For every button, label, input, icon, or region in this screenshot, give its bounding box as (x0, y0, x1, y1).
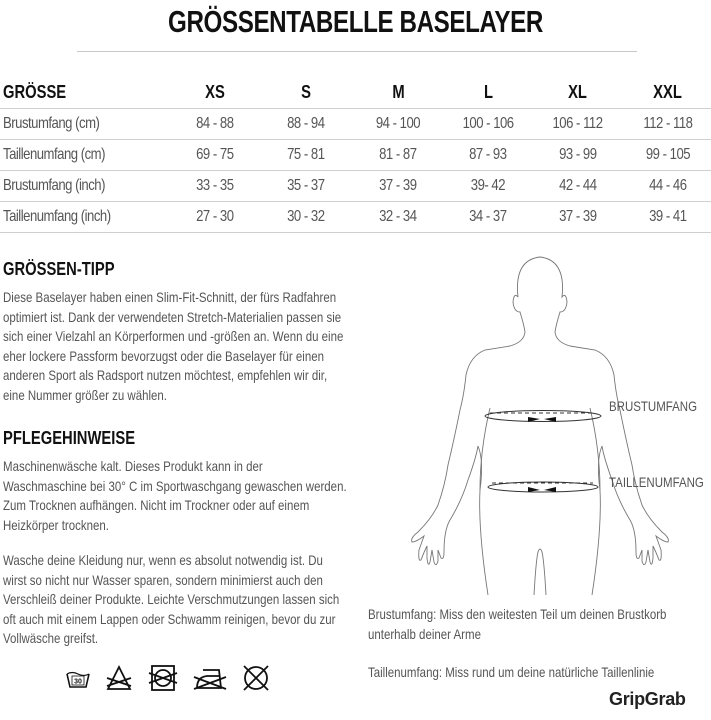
no-iron-icon (193, 665, 227, 691)
table-cell: 84 - 88 (170, 109, 260, 140)
table-header-row (0, 76, 711, 109)
size-tip-heading: GRÖSSEN-TIPP (3, 259, 115, 279)
table-cell: 99 - 105 (624, 140, 711, 171)
chest-measure-line (485, 411, 601, 423)
row-header-label: GRÖSSE (3, 81, 67, 102)
no-tumble-dry-icon (148, 665, 178, 691)
table-cell: 35 - 37 (260, 171, 352, 202)
table-cell: 93 - 99 (532, 140, 624, 171)
size-table (0, 76, 711, 233)
column-header: S (301, 81, 311, 102)
table-cell: 75 - 81 (260, 140, 352, 171)
row-label: Taillenumfang (inch) (0, 202, 170, 233)
column-header: XL (568, 81, 588, 102)
page-title: GRÖSSENTABELLE BASELAYER (168, 4, 543, 39)
table-cell: 106 - 112 (532, 109, 624, 140)
care-text-tips: Wasche deine Kleidung nur, wenn es absolut notwendig ist. Du wirst so nicht nur Wasser sparen, sondern minimierst auch den Verschleiß deiner Produkte. Leichte Verschmutzungen lassen sich oft auch mit einem Lappen oder Schwamm reinigen, bevor du zur Vollwäsche greifst. (3, 552, 340, 646)
column-header: L (483, 81, 493, 102)
chest-measurement-note: Brustumfang: Miss den weitesten Teil um deinen Brustkorb unterhalb deiner Arme (368, 606, 667, 642)
svg-text:30: 30 (74, 678, 82, 686)
row-label: Brustumfang (cm) (0, 109, 170, 140)
waist-measure-line (488, 482, 598, 492)
column-header: M (391, 81, 405, 102)
table-cell: 27 - 30 (170, 202, 260, 233)
row-label: Brustumfang (inch) (0, 171, 170, 202)
table-cell: 32 - 34 (352, 202, 444, 233)
column-header: XS (205, 81, 225, 102)
column-header: XXL (653, 81, 682, 102)
table-cell: 112 - 118 (624, 109, 711, 140)
care-text-washing: Maschinenwäsche kalt. Dieses Produkt kann in der Waschmaschine bei 30° C im Sportwaschgang gewaschen werden. Zum Trocknen aufhängen. Nicht im Trockner oder auf einem Heizkörper trocknen. (3, 458, 347, 533)
table-cell: 30 - 32 (260, 202, 352, 233)
wash-30-icon (66, 665, 90, 691)
row-label: Taillenumfang (cm) (0, 140, 170, 171)
waist-label: TAILLENUMFANG (609, 474, 704, 490)
table-cell: 42 - 44 (532, 171, 624, 202)
table-cell: 34 - 37 (444, 202, 532, 233)
body-outline-icon (380, 250, 711, 595)
table-cell: 88 - 94 (260, 109, 352, 140)
table-row (0, 202, 711, 233)
table-row (0, 140, 711, 171)
brand-logo: GripGrab (609, 689, 686, 709)
care-heading: PFLEGEHINWEISE (3, 428, 136, 448)
no-bleach-icon (105, 665, 133, 691)
table-cell: 33 - 35 (170, 171, 260, 202)
table-cell: 100 - 106 (444, 109, 532, 140)
chest-label: BRUSTUMFANG (609, 398, 698, 414)
table-cell: 39 - 41 (624, 202, 711, 233)
title-divider (77, 51, 637, 52)
table-row (0, 109, 711, 140)
no-dry-clean-icon (242, 664, 270, 692)
table-cell: 44 - 46 (624, 171, 711, 202)
table-cell: 87 - 93 (444, 140, 532, 171)
size-tip-text: Diese Baselayer haben einen Slim-Fit-Schnitt, der fürs Radfahren optimiert ist. Dank der verwendeten Stretch-Materialien passen sie sich einer Vielzahl an Körperformen und -größen an. Wenn du eine eher lockere Passform bevorzugst oder die Baselayer für einen anderen Sport als Radsport nutzen möchtest, empfehlen wir dir, eine Nummer größer zu wählen. (3, 289, 344, 403)
table-row (0, 171, 711, 202)
table-cell: 94 - 100 (352, 109, 444, 140)
table-cell: 69 - 75 (170, 140, 260, 171)
table-cell: 39- 42 (444, 171, 532, 202)
waist-measurement-note: Taillenumfang: Miss rund um deine natürliche Taillenlinie (368, 664, 655, 680)
table-cell: 81 - 87 (352, 140, 444, 171)
table-cell: 37 - 39 (532, 202, 624, 233)
care-icons (66, 664, 270, 692)
body-measurement-figure (380, 250, 711, 595)
table-cell: 37 - 39 (352, 171, 444, 202)
